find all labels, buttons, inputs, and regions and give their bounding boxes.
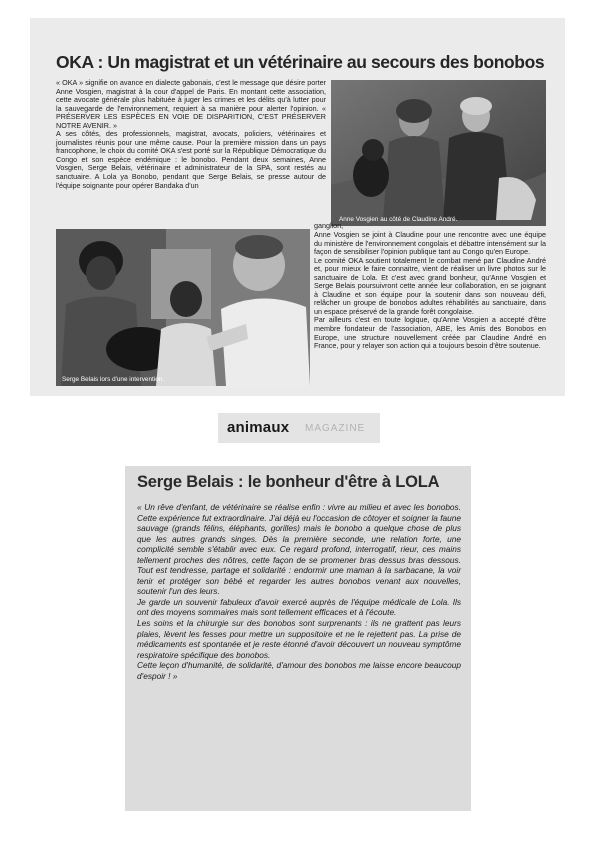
article-quote (137, 502, 461, 681)
article-paragraph: Par ailleurs c'est en toute logique, qu'Anne Vosgien a accepté d'être membre fondateur de l'association, ABE, les Amis des Bonobos en Europe, une structure nouvellement créée par Claudine André en France, pour y relayer son action qui a toujours besoin d'être soutenue. (314, 315, 546, 351)
photo-caption: Serge Belais lors d'une intervention. (62, 376, 165, 383)
quote-paragraph: Je garde un souvenir fabuleux d'avoir exercé auprès de l'équipe médicale de Lola. Ils ont des moyens sommaires mais sont tellement efficaces et à l'écoute. (137, 596, 461, 618)
photo-vosgien-andre-image (331, 80, 546, 226)
quote-paragraph: Les soins et la chirurgie sur des bonobos sont surprenants : ils ne grattent pas leurs plaies, lèvent les fesses pour mettre un suppositoire et ne le rejettent pas. La prise de médicaments est spontanée et je reste étonné d'avoir découvert un nouveau symptôme respiratoire spécifique des bonobos. (137, 618, 461, 660)
photo-belais-image (56, 229, 310, 386)
article-headline: OKA : Un magistrat et un vétérinaire au secours des bonobos (56, 52, 545, 72)
animaux-magazine-logo (218, 413, 380, 443)
photo-caption: Anne Vosgien au côté de Claudine André. (339, 216, 458, 223)
article-column-lead: ganglion, (314, 221, 344, 230)
article-column-left (56, 79, 326, 190)
article-paragraph: Le comité OKA soutient totalement le combat mené par Claudine André et, pour mieux le faire connaitre, vient de réaliser un livre photos sur le sanctuaire de Lola. Et c'est avec grand bonheur, qu'Anne Vosgien et Serge Belais poursuivront cette année leur collaboration, en se joignant à Claudine et son équipe pour la soutenir dans son nouveau défi, relâcher un groupe de bonobos adultes réhabilités au sanctuaire, dans un espace préservé de la grande forêt congolaise. (314, 255, 546, 316)
photo-vosgien-andre (331, 80, 546, 226)
photo-belais-intervention (56, 229, 310, 386)
quote-paragraph: Cette leçon d'humanité, de solidarité, d'amour des bonobos me laisse encore beaucoup d'espoir ! » (137, 660, 461, 681)
logo-word-animaux: animaux (227, 419, 290, 436)
logo-word-magazine: MAGAZINE (305, 423, 366, 434)
quote-paragraph: « Un rêve d'enfant, de vétérinaire se réalise enfin : vivre au milieu et avec les bonobos. Cette expérience fut extraordinaire. J'ai déjà eu l'occasion de côtoyer et soigner la faune sauvage (grands félins, éléphants, gorilles) mais le bonobo a quelque chose de plus que les autres grands singes. Dès la première seconde, une relation forte, une complicité semble s'établir avec eux. Ce regard profond, interrogatif, rieur, ces mains tellement proches des nôtres, cette façon de se promener bras dessus bras dessous. Tout est tendresse, partage et solidarité : endormir une maman à la sarbacane, la voir tenir et protéger son bébé et regarder les autres bonobos venant aux nouvelles, soutenir l'un des leurs. (137, 502, 461, 597)
article-clipping-belais (125, 466, 471, 811)
article-paragraph: « OKA » signifie on avance en dialecte gabonais, c'est le message que désire porter Anne Vosgien, magistrat à la cour d'appel de Paris. En montant cette association, cette avocate générale plus habituée à juger les crimes et les délits qu'à lutter pour la sauvegarde de l'environnement, requiert à sa manière pour alerter l'opinion. « PRÉSERVER LES ESPÈCES EN VOIE DE DISPARITION, C'EST PRÉSERVER NOTRE AVENIR. » (56, 78, 326, 130)
article-paragraph: A ses côtés, des professionnels, magistrat, avocats, policiers, vétérinaires et journalistes réunis pour une même cause. Pour la première mission dans un pays francophone, le choix du comité OKA s'est porté sur la République Démocratique du Congo et son espèce endémique : le bonobo. Pendant deux semaines, Anne Vosgien, Serge Belais, vétérinaire et administrateur de la SPA, sont restés au sanctuaire. A Lola ya Bonobo, pendant que Serge Belais, se presse autour de l'équipe soignante pour opérer Bandaka d'un (56, 129, 326, 190)
article-paragraph: Anne Vosgien se joint à Claudine pour une rencontre avec une équipe du ministère de l'environnement congolais et débattre intensément sur la façon de sensibiliser l'opinion publique tant au Congo qu'en Europe. (314, 230, 546, 257)
article-title: Serge Belais : le bonheur d'être à LOLA (137, 473, 440, 491)
article-column-right (314, 231, 546, 351)
